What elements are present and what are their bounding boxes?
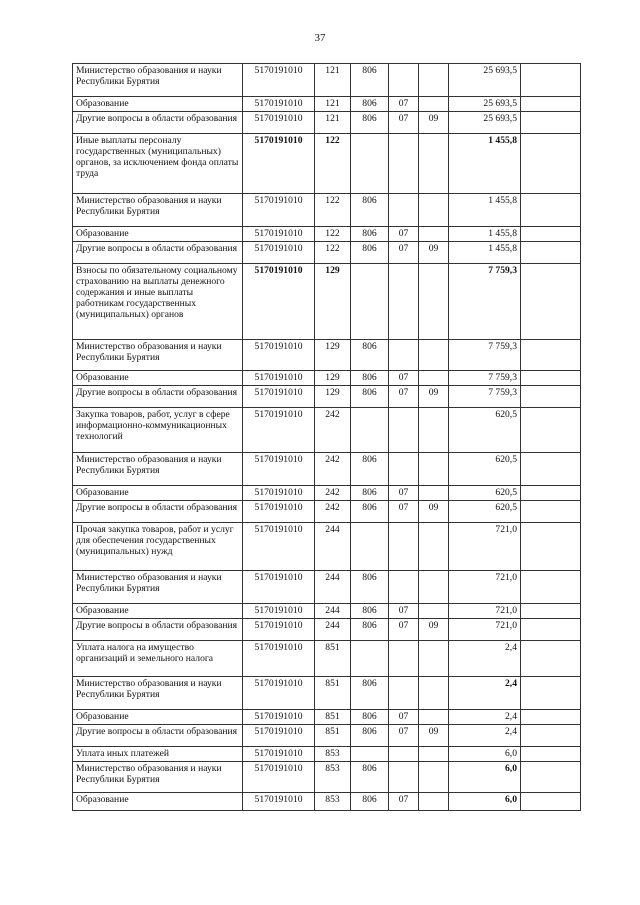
row-ministry-code: 806: [351, 112, 389, 134]
row-expense-type: 122: [315, 227, 351, 242]
row-code: 5170191010: [243, 242, 315, 264]
table-row: [73, 571, 581, 604]
row-amount: 6,0: [449, 762, 521, 793]
row-code: 5170191010: [243, 501, 315, 523]
row-code: 5170191010: [243, 604, 315, 619]
row-amount: 620,5: [449, 408, 521, 453]
row-empty-cell: [521, 571, 581, 604]
row-ministry-code: 806: [351, 340, 389, 371]
row-expense-type: 242: [315, 501, 351, 523]
row-code: 5170191010: [243, 571, 315, 604]
row-subsection: 09: [419, 501, 449, 523]
row-empty-cell: [521, 134, 581, 194]
table-row: [73, 793, 581, 811]
row-section: 07: [389, 97, 419, 112]
row-expense-type: 129: [315, 386, 351, 408]
row-amount: 620,5: [449, 453, 521, 486]
row-expense-type: 121: [315, 112, 351, 134]
row-empty-cell: [521, 227, 581, 242]
row-expense-type: 244: [315, 619, 351, 641]
row-name: Министерство образования и науки Республики Бурятия: [73, 571, 243, 604]
row-empty-cell: [521, 64, 581, 97]
row-subsection: [419, 134, 449, 194]
row-section: [389, 134, 419, 194]
row-code: 5170191010: [243, 97, 315, 112]
row-name: Другие вопросы в области образования: [73, 386, 243, 408]
row-expense-type: 851: [315, 710, 351, 725]
row-name: Другие вопросы в области образования: [73, 112, 243, 134]
row-subsection: [419, 747, 449, 762]
row-amount: 1 455,8: [449, 194, 521, 227]
row-section: [389, 571, 419, 604]
row-ministry-code: 806: [351, 725, 389, 747]
row-subsection: [419, 97, 449, 112]
row-section: [389, 677, 419, 710]
row-name: Другие вопросы в области образования: [73, 725, 243, 747]
row-name: Министерство образования и науки Республики Бурятия: [73, 453, 243, 486]
row-code: 5170191010: [243, 112, 315, 134]
row-section: 07: [389, 619, 419, 641]
row-empty-cell: [521, 194, 581, 227]
row-empty-cell: [521, 112, 581, 134]
row-code: 5170191010: [243, 710, 315, 725]
row-ministry-code: 806: [351, 762, 389, 793]
row-name: Другие вопросы в области образования: [73, 242, 243, 264]
row-name: Министерство образования и науки Республики Бурятия: [73, 340, 243, 371]
row-section: 07: [389, 710, 419, 725]
table-row: [73, 523, 581, 571]
row-subsection: [419, 227, 449, 242]
row-ministry-code: 806: [351, 571, 389, 604]
row-code: 5170191010: [243, 227, 315, 242]
row-name: Министерство образования и науки Республики Бурятия: [73, 64, 243, 97]
row-empty-cell: [521, 501, 581, 523]
row-name: Уплата налога на имущество организаций и земельного налога: [73, 641, 243, 677]
row-ministry-code: [351, 408, 389, 453]
row-name: Образование: [73, 486, 243, 501]
row-empty-cell: [521, 486, 581, 501]
row-subsection: [419, 264, 449, 340]
row-ministry-code: [351, 523, 389, 571]
row-ministry-code: 806: [351, 371, 389, 386]
row-section: [389, 408, 419, 453]
row-expense-type: 851: [315, 677, 351, 710]
row-ministry-code: 806: [351, 386, 389, 408]
row-ministry-code: [351, 134, 389, 194]
row-expense-type: 129: [315, 340, 351, 371]
row-subsection: [419, 194, 449, 227]
row-amount: 7 759,3: [449, 264, 521, 340]
row-name: Образование: [73, 371, 243, 386]
row-expense-type: 244: [315, 571, 351, 604]
row-empty-cell: [521, 725, 581, 747]
row-section: 07: [389, 604, 419, 619]
row-code: 5170191010: [243, 523, 315, 571]
row-amount: 721,0: [449, 523, 521, 571]
row-ministry-code: 806: [351, 501, 389, 523]
row-amount: 1 455,8: [449, 134, 521, 194]
row-subsection: [419, 571, 449, 604]
row-name: Образование: [73, 97, 243, 112]
table-row: [73, 710, 581, 725]
row-subsection: [419, 340, 449, 371]
row-code: 5170191010: [243, 386, 315, 408]
page-number: 37: [314, 32, 326, 44]
row-expense-type: 851: [315, 725, 351, 747]
row-name: Другие вопросы в области образования: [73, 501, 243, 523]
row-amount: 7 759,3: [449, 386, 521, 408]
row-section: [389, 747, 419, 762]
row-section: 07: [389, 725, 419, 747]
row-section: 07: [389, 112, 419, 134]
table-row: [73, 408, 581, 453]
row-amount: 1 455,8: [449, 242, 521, 264]
row-ministry-code: 806: [351, 64, 389, 97]
row-name: Образование: [73, 227, 243, 242]
row-amount: 2,4: [449, 641, 521, 677]
row-code: 5170191010: [243, 64, 315, 97]
row-section: 07: [389, 486, 419, 501]
row-empty-cell: [521, 97, 581, 112]
row-code: 5170191010: [243, 340, 315, 371]
row-ministry-code: 806: [351, 227, 389, 242]
row-ministry-code: 806: [351, 710, 389, 725]
row-subsection: [419, 762, 449, 793]
row-ministry-code: 806: [351, 242, 389, 264]
row-amount: 25 693,5: [449, 112, 521, 134]
row-amount: 721,0: [449, 571, 521, 604]
row-name: Образование: [73, 710, 243, 725]
row-section: [389, 453, 419, 486]
row-amount: 1 455,8: [449, 227, 521, 242]
row-code: 5170191010: [243, 194, 315, 227]
row-section: 07: [389, 371, 419, 386]
table-row: [73, 112, 581, 134]
row-expense-type: 853: [315, 762, 351, 793]
row-subsection: [419, 408, 449, 453]
row-empty-cell: [521, 386, 581, 408]
row-subsection: [419, 677, 449, 710]
row-code: 5170191010: [243, 793, 315, 811]
row-ministry-code: 806: [351, 453, 389, 486]
row-amount: 2,4: [449, 710, 521, 725]
row-code: 5170191010: [243, 453, 315, 486]
table-row: [73, 501, 581, 523]
row-name: Министерство образования и науки Республики Бурятия: [73, 762, 243, 793]
row-expense-type: 122: [315, 134, 351, 194]
table-row: [73, 641, 581, 677]
row-name: Уплата иных платежей: [73, 747, 243, 762]
row-code: 5170191010: [243, 619, 315, 641]
row-name: Иные выплаты персоналу государственных (муниципальных) органов, за исключением фонда оплаты труда: [73, 134, 243, 194]
row-subsection: 09: [419, 725, 449, 747]
row-section: 07: [389, 501, 419, 523]
row-code: 5170191010: [243, 677, 315, 710]
row-expense-type: 853: [315, 747, 351, 762]
table-row: [73, 264, 581, 340]
row-empty-cell: [521, 242, 581, 264]
row-empty-cell: [521, 710, 581, 725]
row-amount: 2,4: [449, 677, 521, 710]
table-row: [73, 134, 581, 194]
row-subsection: [419, 793, 449, 811]
row-expense-type: 129: [315, 264, 351, 340]
row-expense-type: 242: [315, 408, 351, 453]
table-row: [73, 194, 581, 227]
row-amount: 6,0: [449, 793, 521, 811]
table-row: [73, 677, 581, 710]
row-code: 5170191010: [243, 747, 315, 762]
row-name: Министерство образования и науки Республики Бурятия: [73, 194, 243, 227]
row-name: Закупка товаров, работ, услуг в сфере информационно-коммуникационных технологий: [73, 408, 243, 453]
row-empty-cell: [521, 677, 581, 710]
row-expense-type: 853: [315, 793, 351, 811]
row-expense-type: 242: [315, 486, 351, 501]
row-ministry-code: 806: [351, 486, 389, 501]
row-name: Взносы по обязательному социальному страхованию на выплаты денежного содержания и иные выплаты работникам государственных (муниципальных) органов: [73, 264, 243, 340]
table-row: [73, 242, 581, 264]
row-section: [389, 762, 419, 793]
row-name: Министерство образования и науки Республики Бурятия: [73, 677, 243, 710]
row-amount: 2,4: [449, 725, 521, 747]
row-empty-cell: [521, 762, 581, 793]
row-subsection: 09: [419, 619, 449, 641]
row-code: 5170191010: [243, 134, 315, 194]
row-expense-type: 121: [315, 97, 351, 112]
row-empty-cell: [521, 523, 581, 571]
row-subsection: [419, 604, 449, 619]
row-section: 07: [389, 793, 419, 811]
table-row: [73, 227, 581, 242]
row-subsection: [419, 641, 449, 677]
row-name: Образование: [73, 793, 243, 811]
row-subsection: [419, 486, 449, 501]
row-empty-cell: [521, 453, 581, 486]
row-expense-type: 851: [315, 641, 351, 677]
row-ministry-code: 806: [351, 194, 389, 227]
table-row: [73, 604, 581, 619]
row-code: 5170191010: [243, 486, 315, 501]
row-section: [389, 340, 419, 371]
row-section: [389, 194, 419, 227]
table-row: [73, 386, 581, 408]
row-section: [389, 641, 419, 677]
row-expense-type: 121: [315, 64, 351, 97]
row-amount: 721,0: [449, 619, 521, 641]
row-subsection: 09: [419, 242, 449, 264]
row-section: [389, 264, 419, 340]
row-section: [389, 64, 419, 97]
row-amount: 7 759,3: [449, 340, 521, 371]
table-row: [73, 340, 581, 371]
row-name: Образование: [73, 604, 243, 619]
row-empty-cell: [521, 264, 581, 340]
row-section: 07: [389, 227, 419, 242]
table-row: [73, 747, 581, 762]
row-expense-type: 129: [315, 371, 351, 386]
table-body: [73, 64, 581, 811]
row-empty-cell: [521, 371, 581, 386]
row-subsection: 09: [419, 112, 449, 134]
row-code: 5170191010: [243, 641, 315, 677]
row-ministry-code: 806: [351, 619, 389, 641]
row-section: 07: [389, 242, 419, 264]
row-amount: 620,5: [449, 486, 521, 501]
row-amount: 721,0: [449, 604, 521, 619]
table-row: [73, 762, 581, 793]
row-ministry-code: 806: [351, 677, 389, 710]
row-empty-cell: [521, 747, 581, 762]
table-row: [73, 64, 581, 97]
row-empty-cell: [521, 604, 581, 619]
row-subsection: [419, 710, 449, 725]
row-subsection: 09: [419, 386, 449, 408]
table-row: [73, 486, 581, 501]
table-row: [73, 371, 581, 386]
row-amount: 6,0: [449, 747, 521, 762]
row-expense-type: 242: [315, 453, 351, 486]
row-expense-type: 122: [315, 242, 351, 264]
row-empty-cell: [521, 793, 581, 811]
row-empty-cell: [521, 340, 581, 371]
row-expense-type: 122: [315, 194, 351, 227]
row-ministry-code: 806: [351, 793, 389, 811]
row-ministry-code: 806: [351, 604, 389, 619]
row-amount: 25 693,5: [449, 97, 521, 112]
row-empty-cell: [521, 619, 581, 641]
row-empty-cell: [521, 641, 581, 677]
row-ministry-code: [351, 264, 389, 340]
row-ministry-code: [351, 641, 389, 677]
row-code: 5170191010: [243, 371, 315, 386]
budget-table: [72, 63, 581, 811]
row-subsection: [419, 453, 449, 486]
row-code: 5170191010: [243, 725, 315, 747]
table-row: [73, 453, 581, 486]
row-amount: 7 759,3: [449, 371, 521, 386]
row-name: Прочая закупка товаров, работ и услуг для обеспечения государственных (муниципальных) нужд: [73, 523, 243, 571]
row-ministry-code: 806: [351, 97, 389, 112]
row-ministry-code: [351, 747, 389, 762]
row-expense-type: 244: [315, 604, 351, 619]
row-subsection: [419, 64, 449, 97]
row-code: 5170191010: [243, 408, 315, 453]
row-code: 5170191010: [243, 264, 315, 340]
row-amount: 620,5: [449, 501, 521, 523]
row-subsection: [419, 371, 449, 386]
row-section: [389, 523, 419, 571]
row-empty-cell: [521, 408, 581, 453]
table-row: [73, 97, 581, 112]
row-expense-type: 244: [315, 523, 351, 571]
row-subsection: [419, 523, 449, 571]
row-amount: 25 693,5: [449, 64, 521, 97]
row-name: Другие вопросы в области образования: [73, 619, 243, 641]
table-row: [73, 619, 581, 641]
table-row: [73, 725, 581, 747]
row-code: 5170191010: [243, 762, 315, 793]
row-section: 07: [389, 386, 419, 408]
